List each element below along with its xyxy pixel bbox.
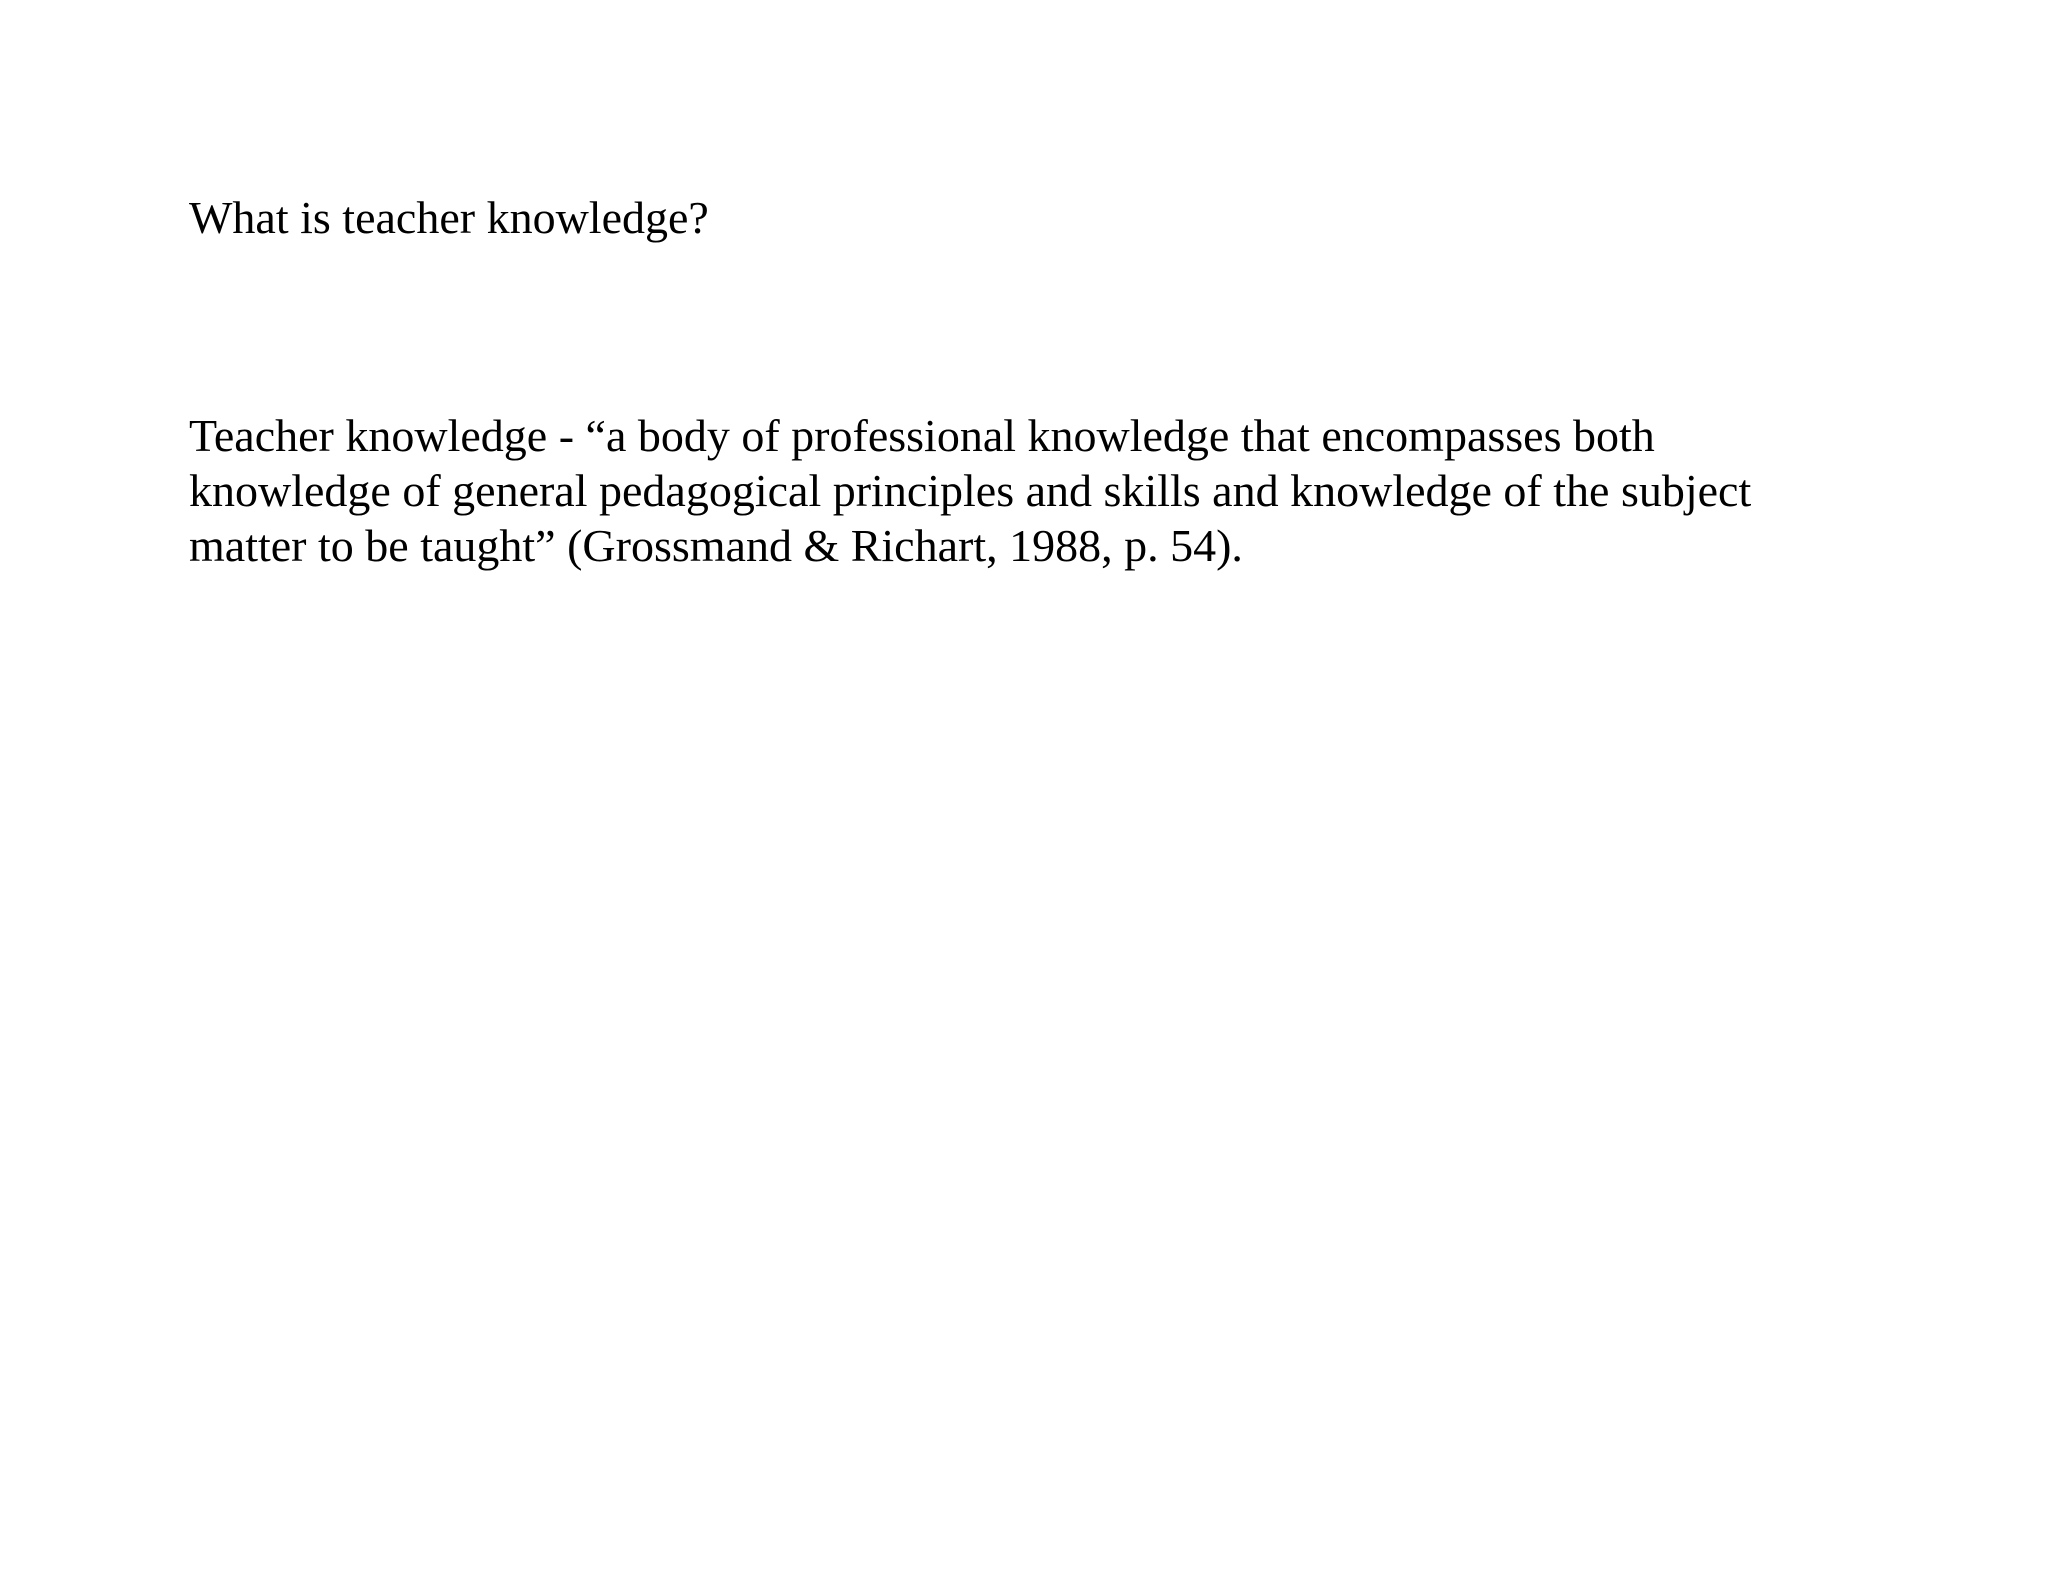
definition-line: knowledge of general pedagogical principles and skills and knowledge of the subject xyxy=(189,465,1752,516)
definition-line: matter to be taught” (Grossmand & Richart, 1988, p. 54). xyxy=(189,520,1243,571)
page-heading: What is teacher knowledge? xyxy=(189,192,709,243)
definition-line: Teacher knowledge - “a body of professional knowledge that encompasses both xyxy=(189,410,1655,461)
definition-paragraph xyxy=(189,408,1909,573)
